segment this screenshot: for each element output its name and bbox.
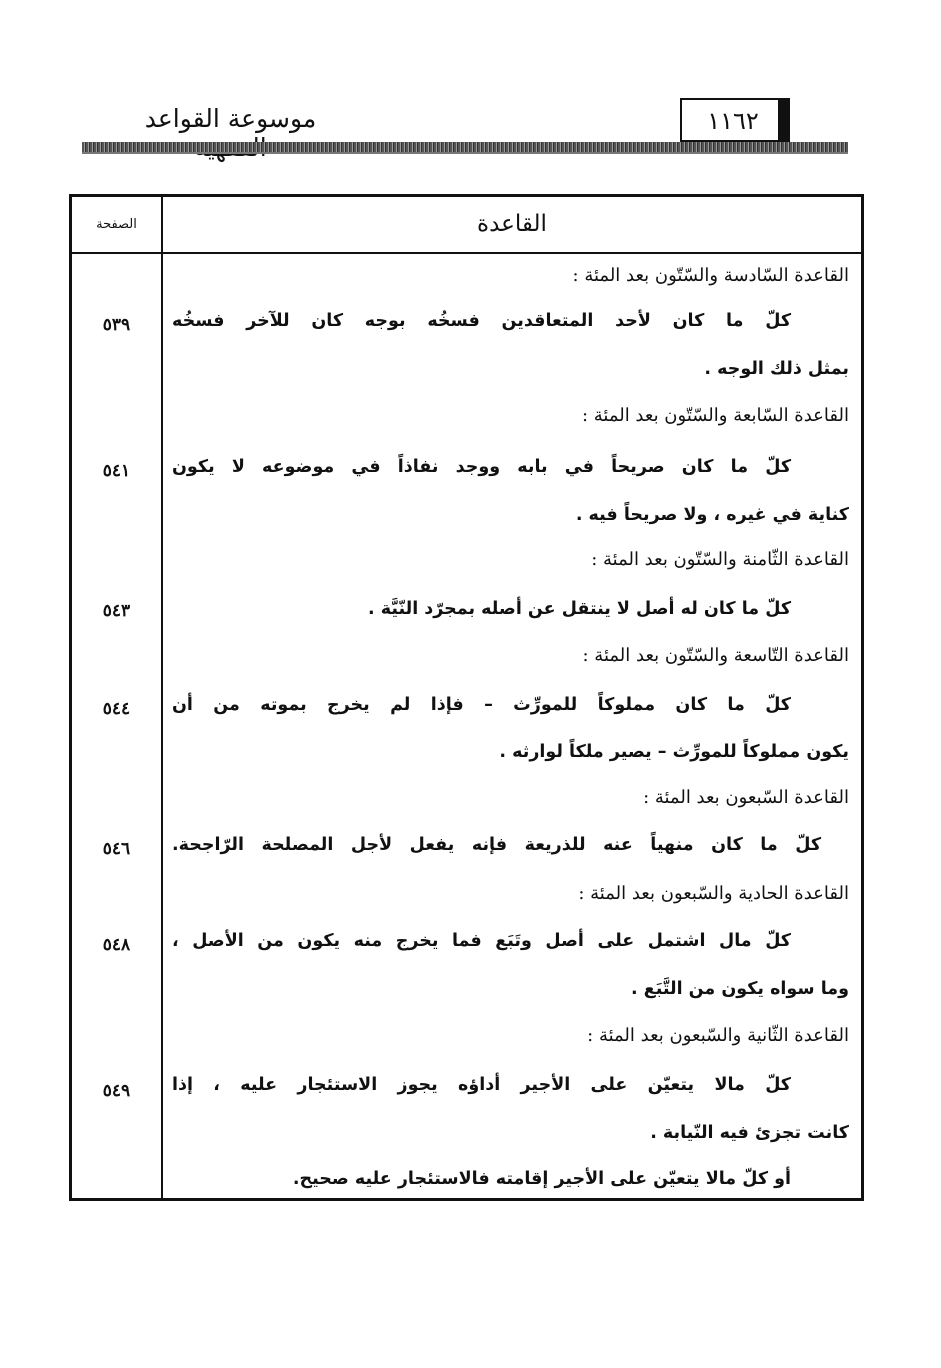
page-ref: ٥٤٩ xyxy=(102,1081,131,1101)
rule-text-line: كلّ ما كان له أصل لا ينتقل عن أصله بمجرّد النّيَّة . xyxy=(368,599,791,619)
rule-text-line: يكون مملوكاً للمورِّث – يصير ملكاً لوارثه . xyxy=(499,742,849,762)
rule-text-line: كلّ ما كان صريحاً في بابه ووجد نفاذاً في موضوعه لا يكون xyxy=(172,457,791,477)
page-ref: ٥٤٨ xyxy=(102,935,131,955)
header-rule-line xyxy=(82,152,848,154)
column-divider xyxy=(161,197,163,1198)
column-header-page: الصفحة xyxy=(96,217,137,232)
page-ref: ٥٤٣ xyxy=(102,601,131,621)
rule-heading: القاعدة السّادسة والسّتّون بعد المئة : xyxy=(572,265,849,286)
rule-text-line: كانت تجزئ فيه النّيابة . xyxy=(650,1123,849,1143)
rule-heading: القاعدة الثّانية والسّبعون بعد المئة : xyxy=(587,1025,849,1046)
rule-heading: القاعدة السّابعة والسّتّون بعد المئة : xyxy=(581,405,849,426)
page-number-bar xyxy=(778,98,790,148)
rule-text-line: كلّ ما كان لأحد المتعاقدين فسخُه بوجه كان للآخر فسخُه xyxy=(172,311,791,331)
column-header-rule: القاعدة xyxy=(477,211,547,237)
page-ref: ٥٤٤ xyxy=(102,699,131,719)
rule-heading: القاعدة الثّامنة والسّتّون بعد المئة : xyxy=(591,549,849,570)
rule-text-line: وما سواه يكون من التَّبَع . xyxy=(631,979,849,999)
rules-table xyxy=(69,194,864,1201)
page-ref: ٥٤٦ xyxy=(102,839,131,859)
rule-text-line: كلّ ما كان مملوكاً للمورِّث – فإذا لم يخرج بموته من أن xyxy=(172,695,791,715)
rule-heading: القاعدة التّاسعة والسّتّون بعد المئة : xyxy=(582,645,849,666)
rule-text-line: كناية في غيره ، ولا صريحاً فيه . xyxy=(575,505,849,525)
table-header xyxy=(72,197,861,254)
rule-text-line: كلّ مال اشتمل على أصل وتَبَع فما يخرج منه يكون من الأصل ، xyxy=(172,931,791,951)
rule-heading: القاعدة الحادية والسّبعون بعد المئة : xyxy=(578,883,849,904)
rule-text-line: بمثل ذلك الوجه . xyxy=(704,359,849,379)
rule-heading: القاعدة السّبعون بعد المئة : xyxy=(643,787,849,808)
rule-text-line: كلّ ما كان منهياً عنه للذريعة فإنه يفعل لأجل المصلحة الرّاجحة. xyxy=(172,835,821,855)
book-title: موسوعة القواعد xyxy=(144,104,317,133)
page-ref: ٥٤١ xyxy=(102,461,131,481)
header-rule xyxy=(82,142,848,152)
page-number: ١١٦٢ xyxy=(680,98,784,142)
rule-text-line: أو كلّ مالا يتعيّن على الأجير إقامته فالاستئجار عليه صحيح. xyxy=(292,1169,791,1189)
rule-text-line: كلّ مالا يتعيّن على الأجير أداؤه يجوز الاستئجار عليه ، إذا xyxy=(172,1075,791,1095)
page-ref: ٥٣٩ xyxy=(102,315,131,335)
